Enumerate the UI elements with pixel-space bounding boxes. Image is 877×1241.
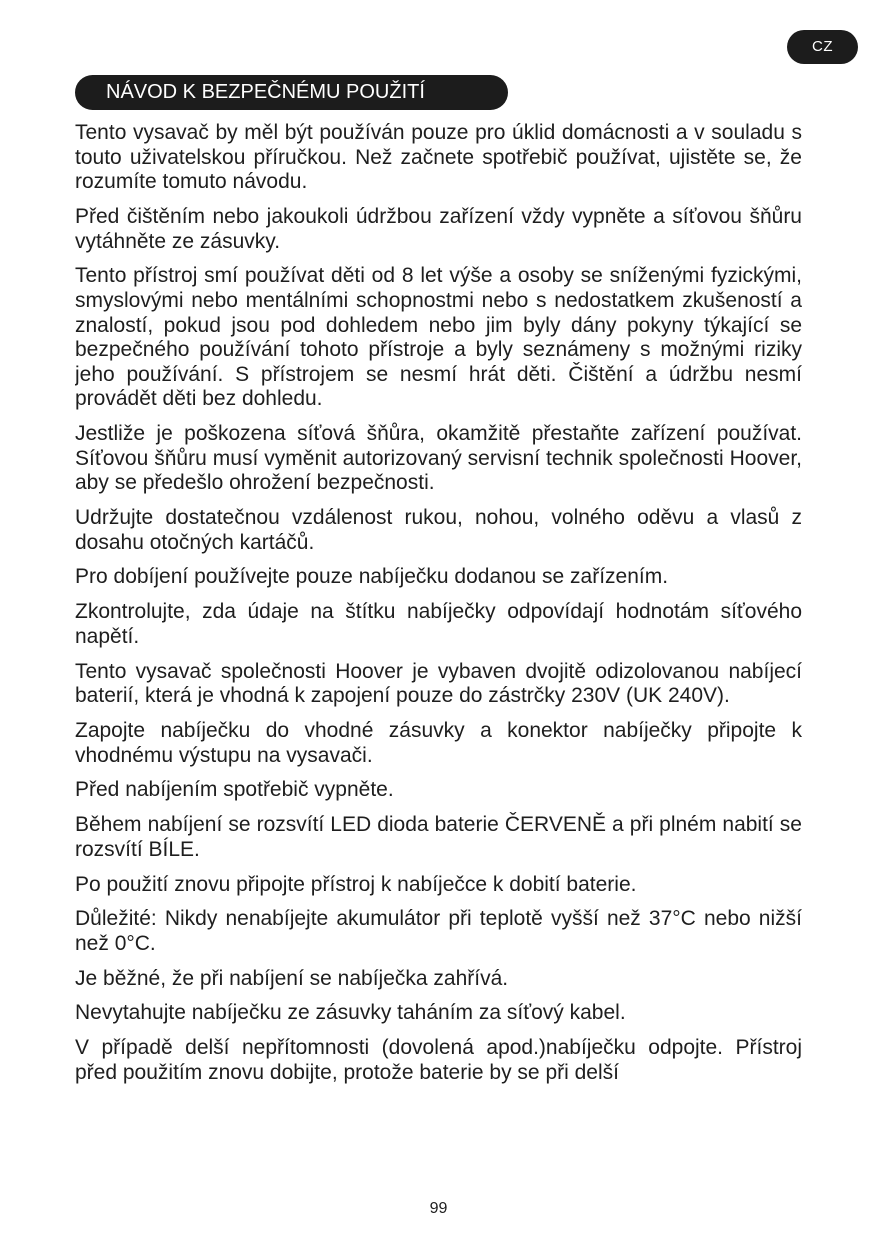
paragraph: V případě delší nepřítomnosti (dovolená apod.)nabíječku odpojte. Přístroj před použitím znovu dobijte, protože baterie by se při delší — [75, 1036, 802, 1084]
paragraph: Po použití znovu připojte přístroj k nabíječce k dobití baterie. — [75, 872, 637, 896]
paragraph: Nevytahujte nabíječku ze zásuvky taháním za síťový kabel. — [75, 1001, 626, 1025]
paragraph: Tento vysavač společnosti Hoover je vybaven dvojitě odizolovanou nabíjecí baterií, která je vhodná k zapojení pouze do zástrčky 230V (UK 240V). — [75, 659, 802, 708]
paragraph: Před čištěním nebo jakoukoli údržbou zařízení vždy vypněte a síťovou šňůru vytáhněte ze zásuvky. — [75, 204, 802, 253]
paragraph: Tento vysavač by měl být používán pouze pro úklid domácnosti a v souladu s touto uživatelskou příručkou. Než začnete spotřebič používat, ujistěte se, že rozumíte tomuto návodu. — [75, 121, 802, 194]
body-text — [75, 121, 802, 1161]
paragraph: Před nabíjením spotřebič vypněte. — [75, 778, 394, 802]
paragraph: Jestliže je poškozena síťová šňůra, okamžitě přestaňte zařízení používat. Síťovou šňůru musí vyměnit autorizovaný servisní technik společnosti Hoover, aby se předešlo ohrožení bezpečnosti. — [75, 422, 802, 495]
paragraph: Během nabíjení se rozsvítí LED dioda baterie ČERVENĚ a při plném nabití se rozsvítí BÍLE. — [75, 813, 802, 861]
paragraph: Důležité: Nikdy nenabíjejte akumulátor při teplotě vyšší než 37°C nebo nižší než 0°C. — [75, 907, 802, 955]
paragraph: Zkontrolujte, zda údaje na štítku nabíječky odpovídají hodnotám síťového napětí. — [75, 600, 802, 648]
section-title: NÁVOD K BEZPEČNÉMU POUŽITÍ — [75, 75, 508, 110]
paragraph: Tento přístroj smí používat děti od 8 let výše a osoby se sníženými fyzickými, smyslovými nebo mentálními schopnostmi nebo s nedostatkem zkušeností a znalostí, pokud jsou pod dohledem nebo jim byly dány pokyny týkající se bezpečného používání tohoto přístroje a byly seznámeny s možnými riziky jeho používání. S přístrojem se nesmí hrát děti. Čištění a údržbu nesmí provádět děti bez dohledu. — [75, 264, 802, 411]
paragraph: Pro dobíjení používejte pouze nabíječku dodanou se zařízením. — [75, 565, 669, 589]
page-number: 99 — [429, 1200, 448, 1217]
language-badge: CZ — [787, 30, 858, 64]
paragraph: Udržujte dostatečnou vzdálenost rukou, nohou, volného oděvu a vlasů z dosahu otočných kartáčů. — [75, 506, 802, 554]
paragraph: Zapojte nabíječku do vhodné zásuvky a konektor nabíječky připojte k vhodnému výstupu na vysavači. — [75, 718, 802, 767]
paragraph: Je běžné, že při nabíjení se nabíječka zahřívá. — [75, 966, 509, 990]
